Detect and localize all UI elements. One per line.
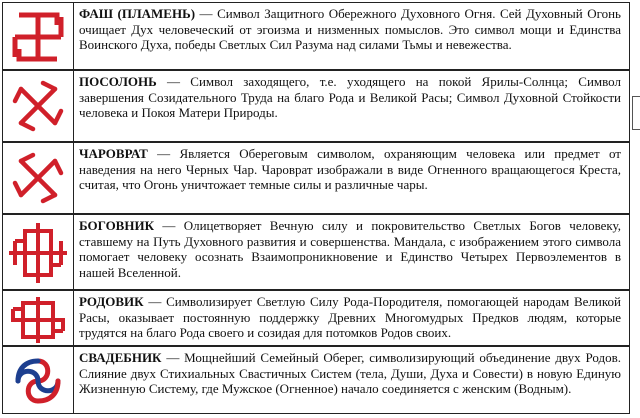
table-row xyxy=(2,142,630,214)
entry-text: БОГОВНИК — Олицетворяет Вечную силу и покровительство Светлых Богов человеку, ставшему на Путь Духовного развития и совершенства. Мандала, с изображением этого символа помогает человеку осознать Взаимопроникновение и Единство Четырех Первоэлементов в нашей Вселенной. xyxy=(79,218,621,280)
entry-text: ПОСОЛОНЬ — Символ заходящего, т.е. уходящего на покой Ярилы-Солнца; Символ завершения Созидательного Труда на благо Рода и Великой Расы; Символ Духовной Стойкости человека и Покоя Матери Природы. xyxy=(79,74,621,121)
term-description: Символ Защитного Обережного Духовного Огня. Сей Духовный Огонь очищает Дух человеческий от эгоизма и низменных помыслов. Это символ мощи и Единства Воинского Духа, победы Светлых Сил Разума над силами Тьмы и невежества. xyxy=(79,6,621,53)
term-description: Символ заходящего, т.е. уходящего на покой Ярилы-Солнца; Символ завершения Созидательного Труда на благо Рода и Великой Расы; Символ Духовной Стойкости человека и Покоя Матери Природы. xyxy=(79,74,621,121)
right-edge-line xyxy=(632,96,640,130)
fash-icon xyxy=(7,7,69,67)
icon-cell xyxy=(3,71,74,141)
table-row xyxy=(2,214,630,290)
term-description: Олицетворяет Вечную силу и покровительство Светлых Богов человеку, ставшему на Путь Духовного развития и совершенства. Мандала, с изображением этого символа помогает человеку осознать Взаимопроникновение и Единство Четырех Первоэлементов в нашей Вселенной. xyxy=(79,218,621,280)
entry-text: РОДОВИК — Символизирует Светлую Силу Рода-Породителя, помогающей народам Великой Расы, оказывает постоянную поддержку Древних Многомудрых Предков людям, которые трудятся на благо Рода своего и созидая для потомков Родов своих. xyxy=(79,294,622,341)
entry-text: СВАДЕБНИК — Мощнейший Семейный Оберег, символизирующий объединение двух Родов. Слияние двух Стихиальных Свастичных Систем (тела, Души, Духа и Совести) в новую Единую Жизненную Систему, где Мужское (Огненное) начало соединяется с женским (Водным). xyxy=(79,350,621,397)
icon-cell xyxy=(3,215,74,289)
table-row xyxy=(2,2,630,70)
bogovnik-icon xyxy=(7,219,69,287)
term-label: БОГОВНИК xyxy=(79,218,154,233)
term-label: РОДОВИК xyxy=(79,294,144,309)
icon-cell xyxy=(3,3,74,69)
term-label: СВАДЕБНИК xyxy=(79,350,162,365)
entry-text: ФАШ (ПЛАМЕНЬ) — Символ Защитного Обережного Духовного Огня. Сей Духовный Огонь очищает Дух человеческий от эгоизма и низменных помыслов. Это символ мощи и Единства Воинского Духа, победы Светлых Сил Разума над силами Тьмы и невежества. xyxy=(79,6,621,53)
svadebnik-icon xyxy=(7,351,69,411)
rodovik-icon xyxy=(7,295,69,345)
term-description: Мощнейший Семейный Оберег, символизирующий объединение двух Родов. Слияние двух Стихиальных Свастичных Систем (тела, Души, Духа и Совести) в новую Единую Жизненную Систему, где Мужское (Огненное) начало соединяется с женским (Водным). xyxy=(79,350,621,397)
charovrat-icon xyxy=(7,147,69,209)
term-label: ФАШ (ПЛАМЕНЬ) xyxy=(79,6,196,21)
posolon-icon xyxy=(7,75,69,137)
term-label: ЧАРОВРАТ xyxy=(79,146,148,161)
icon-cell xyxy=(3,291,74,345)
icon-cell xyxy=(3,347,74,413)
symbol-table xyxy=(2,2,630,414)
term-description: Является Обереговым символом, охраняющим человека или предмет от наведения на него Черных Чар. Чароврат изображали в виде Огненного вращающегося Креста, считая, что Огонь уничтожает темные силы и различные чары. xyxy=(79,146,621,193)
term-label: ПОСОЛОНЬ xyxy=(79,74,157,89)
table-row xyxy=(2,70,630,142)
icon-cell xyxy=(3,143,74,213)
entry-text: ЧАРОВРАТ — Является Обереговым символом, охраняющим человека или предмет от наведения на него Черных Чар. Чароврат изображали в виде Огненного вращающегося Креста, считая, что Огонь уничтожает темные силы и различные чары. xyxy=(79,146,621,193)
term-description: Символизирует Светлую Силу Рода-Породителя, помогающей народам Великой Расы, оказывает постоянную поддержку Древних Многомудрых Предков людям, которые трудятся на благо Рода своего и созидая для потомков Родов своих. xyxy=(79,294,622,341)
table-row xyxy=(2,290,630,346)
table-row xyxy=(2,346,630,414)
